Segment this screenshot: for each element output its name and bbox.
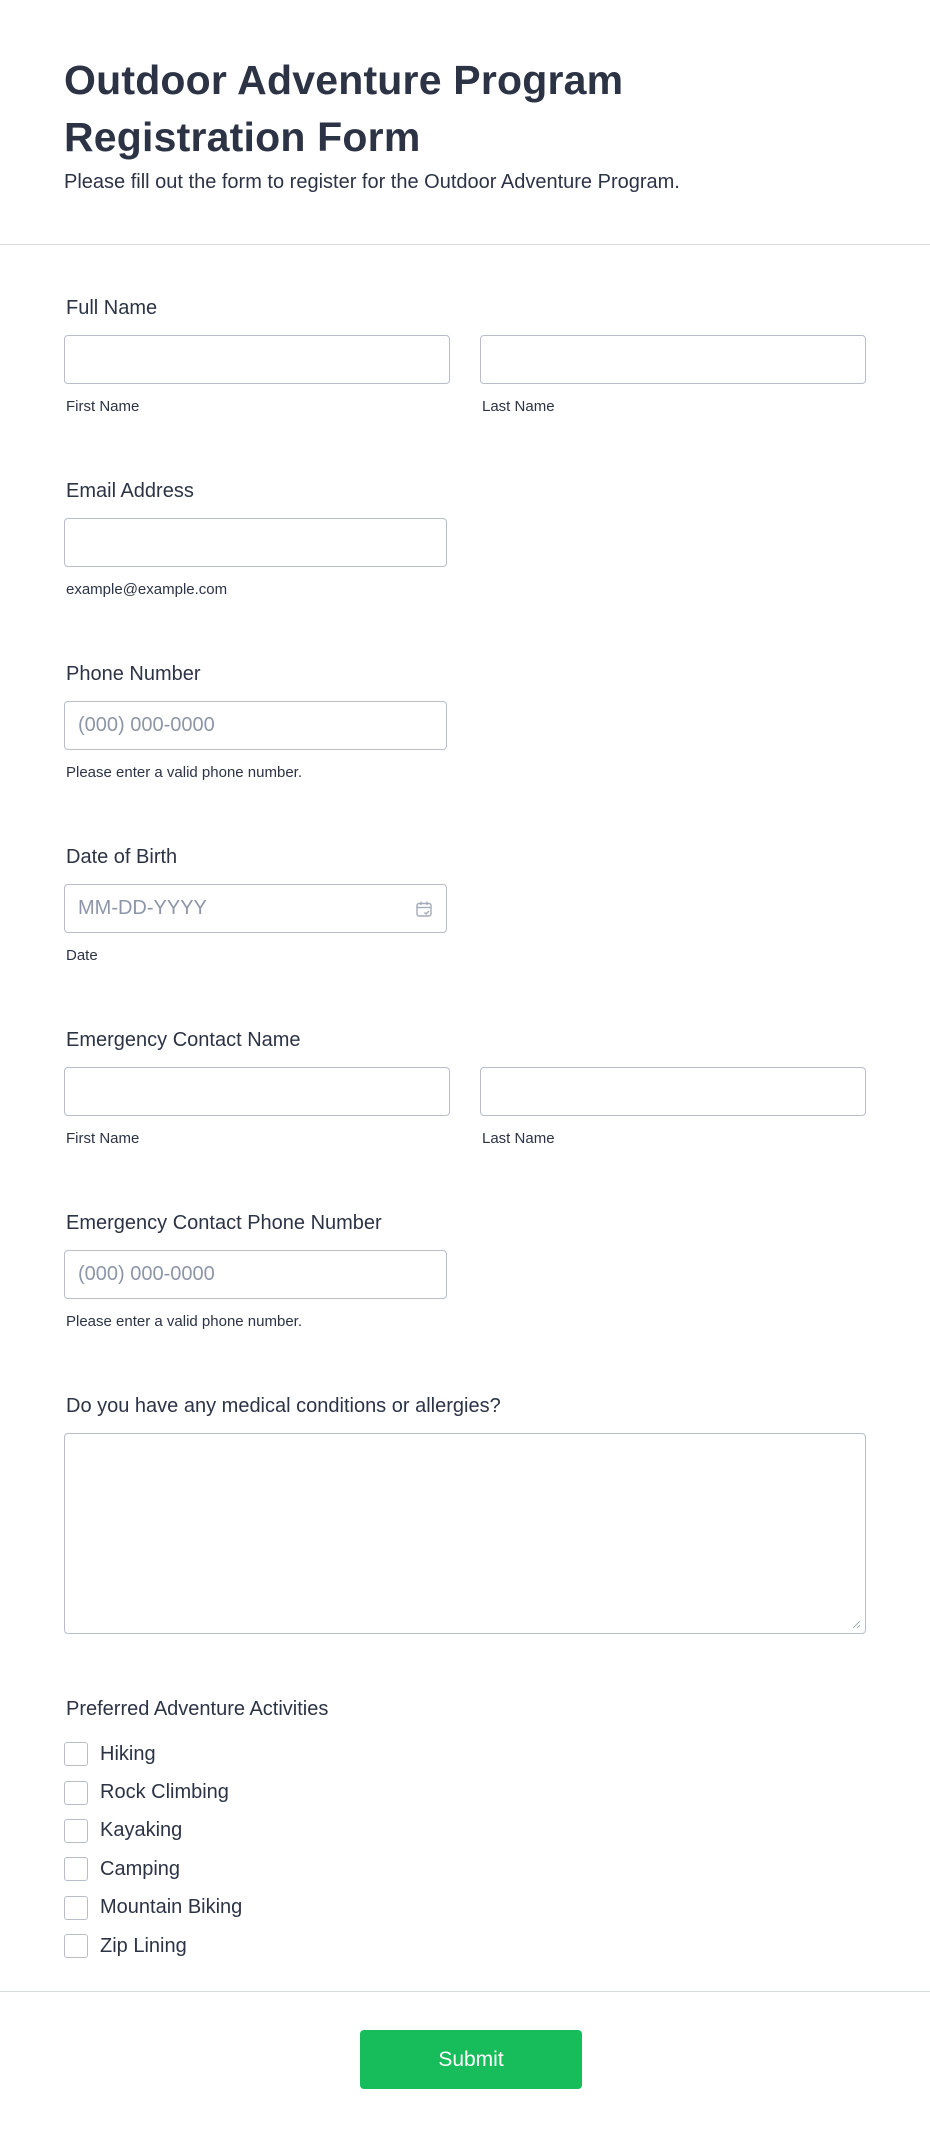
camping-label[interactable]: Camping [100,1857,181,1880]
emergency-name-field [64,1026,866,1149]
emergency-phone-label: Emergency Contact Phone Number [66,1212,382,1234]
activity-option-kayaking[interactable] [64,1812,866,1850]
kayaking-label[interactable]: Kayaking [100,1819,183,1842]
phone-input[interactable] [64,701,447,750]
dob-field [64,843,866,966]
form-footer [0,1991,930,2138]
medical-textarea[interactable] [64,1433,866,1634]
mountain-biking-checkbox[interactable] [64,1896,88,1920]
activity-option-hiking[interactable] [64,1735,866,1773]
emergency-phone-field [64,1209,866,1332]
phone-placeholder: (000) 000-0000 [78,714,215,736]
resize-handle-icon[interactable] [851,1619,861,1629]
rock-climbing-checkbox[interactable] [64,1781,88,1805]
full-name-field [64,294,866,417]
emergency-phone-sublabel: Please enter a valid phone number. [66,1313,302,1330]
mountain-biking-label[interactable]: Mountain Biking [100,1896,243,1919]
dob-sublabel: Date [66,947,98,964]
emergency-phone-placeholder: (000) 000-0000 [78,1263,215,1285]
dob-input[interactable] [64,884,447,933]
hiking-checkbox[interactable] [64,1742,88,1766]
email-sublabel: example@example.com [66,581,228,598]
emergency-last-name-input[interactable] [480,1067,866,1116]
phone-sublabel: Please enter a valid phone number. [66,764,302,781]
full-name-label: Full Name [66,297,158,319]
dob-placeholder: MM-DD-YYYY [78,897,207,919]
activity-option-camping[interactable] [64,1850,866,1888]
first-name-sublabel: First Name [66,398,140,415]
activity-option-mountain-biking[interactable] [64,1889,866,1927]
emergency-first-name-sublabel: First Name [66,1130,140,1147]
hiking-label[interactable]: Hiking [100,1742,156,1765]
emergency-name-label: Emergency Contact Name [66,1029,301,1051]
rock-climbing-label[interactable]: Rock Climbing [100,1781,229,1804]
emergency-first-name-input[interactable] [64,1067,450,1116]
dob-label: Date of Birth [66,846,178,868]
first-name-input[interactable] [64,335,450,384]
activities-label: Preferred Adventure Activities [66,1698,329,1720]
zip-lining-label[interactable]: Zip Lining [100,1934,187,1957]
phone-label: Phone Number [66,663,201,685]
emergency-last-name-sublabel: Last Name [482,1130,555,1147]
zip-lining-checkbox[interactable] [64,1934,88,1958]
calendar-icon[interactable] [415,900,433,918]
email-label: Email Address [66,480,194,502]
activity-option-rock-climbing[interactable] [64,1773,866,1811]
email-field [64,477,866,600]
kayaking-checkbox[interactable] [64,1819,88,1843]
medical-field [64,1392,866,1634]
form-subtitle: Please fill out the form to register for the Outdoor Adventure Program. [64,171,680,193]
email-input[interactable] [64,518,447,567]
phone-field [64,660,866,783]
form-header [0,0,930,245]
medical-label: Do you have any medical conditions or allergies? [66,1395,501,1417]
activity-option-zip-lining[interactable] [64,1927,866,1965]
submit-button[interactable]: Submit [360,2030,582,2089]
activities-checkbox-list [64,1735,866,1965]
form-title: Outdoor Adventure Program Registration Form [64,57,624,160]
last-name-sublabel: Last Name [482,398,555,415]
last-name-input[interactable] [480,335,866,384]
camping-checkbox[interactable] [64,1857,88,1881]
emergency-phone-input[interactable] [64,1250,447,1299]
activities-field [64,1695,866,1965]
